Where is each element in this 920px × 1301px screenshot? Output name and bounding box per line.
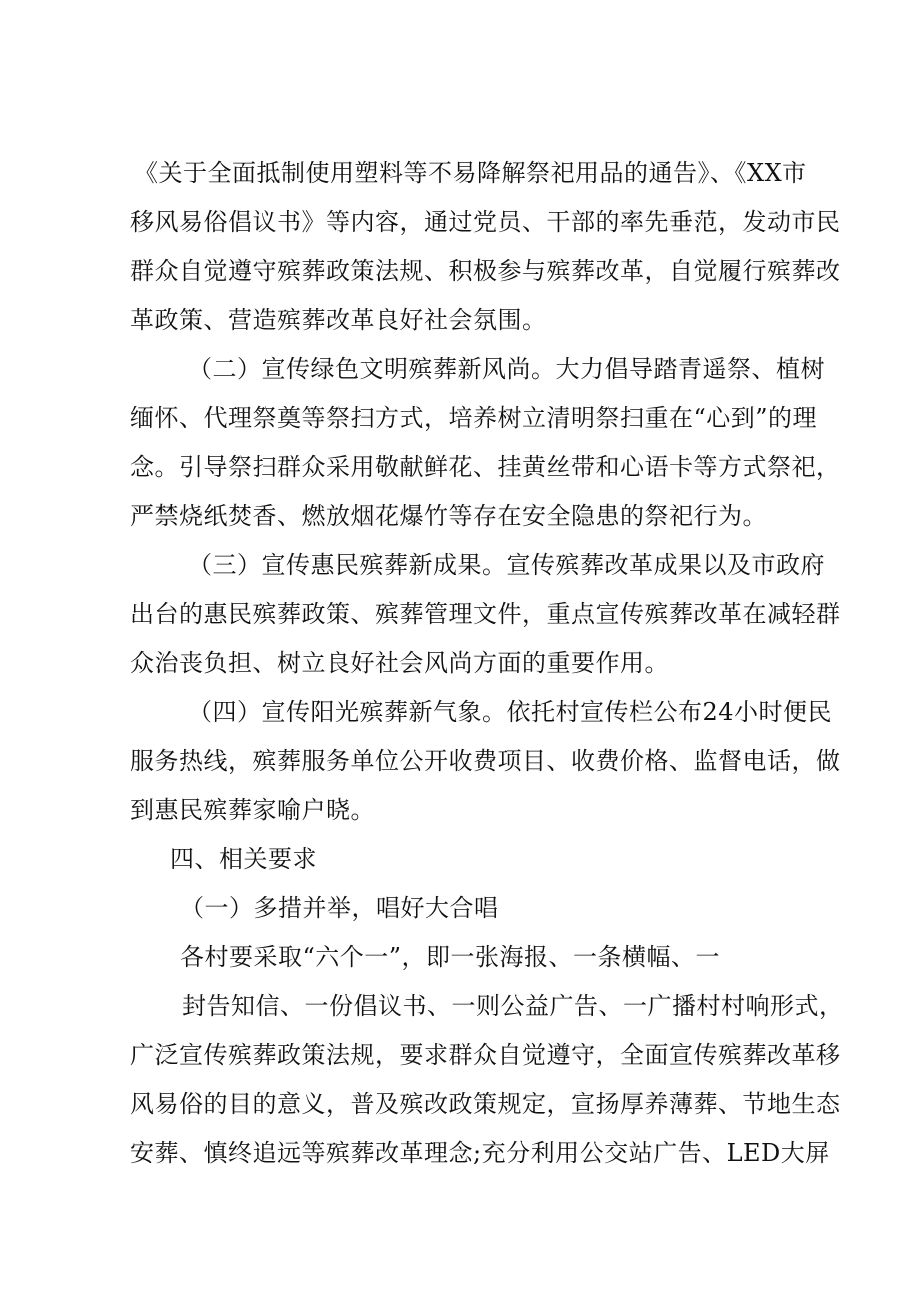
subsection-heading: （一）多措并举，唱好大合唱: [180, 894, 499, 922]
text-line: 封告知信、一份倡议书、一则公益广告、一广播村村响形式，: [182, 992, 844, 1020]
text-line: 广泛宣传殡葬政策法规，要求群众自觉遵守，全面宣传殡葬改革移: [130, 1041, 841, 1069]
text-line: 风易俗的目的意义，普及殡改政策规定，宣扬厚养薄葬、节地生态: [130, 1090, 841, 1118]
text-line: 到惠民殡葬家喻户晓。: [130, 796, 375, 824]
text-line: 革政策、营造殡葬改革良好社会氛围。: [130, 306, 547, 334]
text-line: 众治丧负担、树立良好社会风尚方面的重要作用。: [130, 649, 669, 677]
paragraph-heading-line: （四）宣传阳光殡葬新气象。依托村宣传栏公布24小时便民: [188, 698, 833, 726]
text-line: 念。引导祭扫群众采用敬献鲜花、挂黄丝带和心语卡等方式祭祀，: [130, 453, 841, 481]
text-line: 服务热线，殡葬服务单位公开收费项目、收费价格、监督电话，做: [130, 747, 841, 775]
text-line: 严禁烧纸焚香、燃放烟花爆竹等存在安全隐患的祭祀行为。: [130, 502, 767, 530]
text-line: 出台的惠民殡葬政策、殡葬管理文件，重点宣传殡葬改革在减轻群: [130, 600, 841, 628]
section-heading: 四、相关要求: [170, 845, 317, 873]
paragraph-heading-line: （三）宣传惠民殡葬新成果。宣传殡葬改革成果以及市政府: [188, 551, 825, 579]
text-line: 各村要采取“六个一”，即一张海报、一条横幅、一: [180, 943, 721, 971]
text-line: 缅怀、代理祭奠等祭扫方式，培养树立清明祭扫重在“心到”的理: [130, 404, 818, 432]
paragraph-heading-line: （二）宣传绿色文明殡葬新风尚。大力倡导踏青遥祭、植树: [188, 355, 825, 383]
text-line: 安葬、慎终追远等殡葬改革理念;充分利用公交站广告、LED大屏: [130, 1139, 830, 1167]
text-line: 移风易俗倡议书》等内容，通过党员、干部的率先垂范，发动市民: [130, 208, 841, 236]
text-line: 群众自觉遵守殡葬政策法规、积极参与殡葬改革，自觉履行殡葬改: [130, 257, 841, 285]
text-line: 《关于全面抵制使用塑料等不易降解祭祀用品的通告》、《XX市: [134, 159, 807, 187]
